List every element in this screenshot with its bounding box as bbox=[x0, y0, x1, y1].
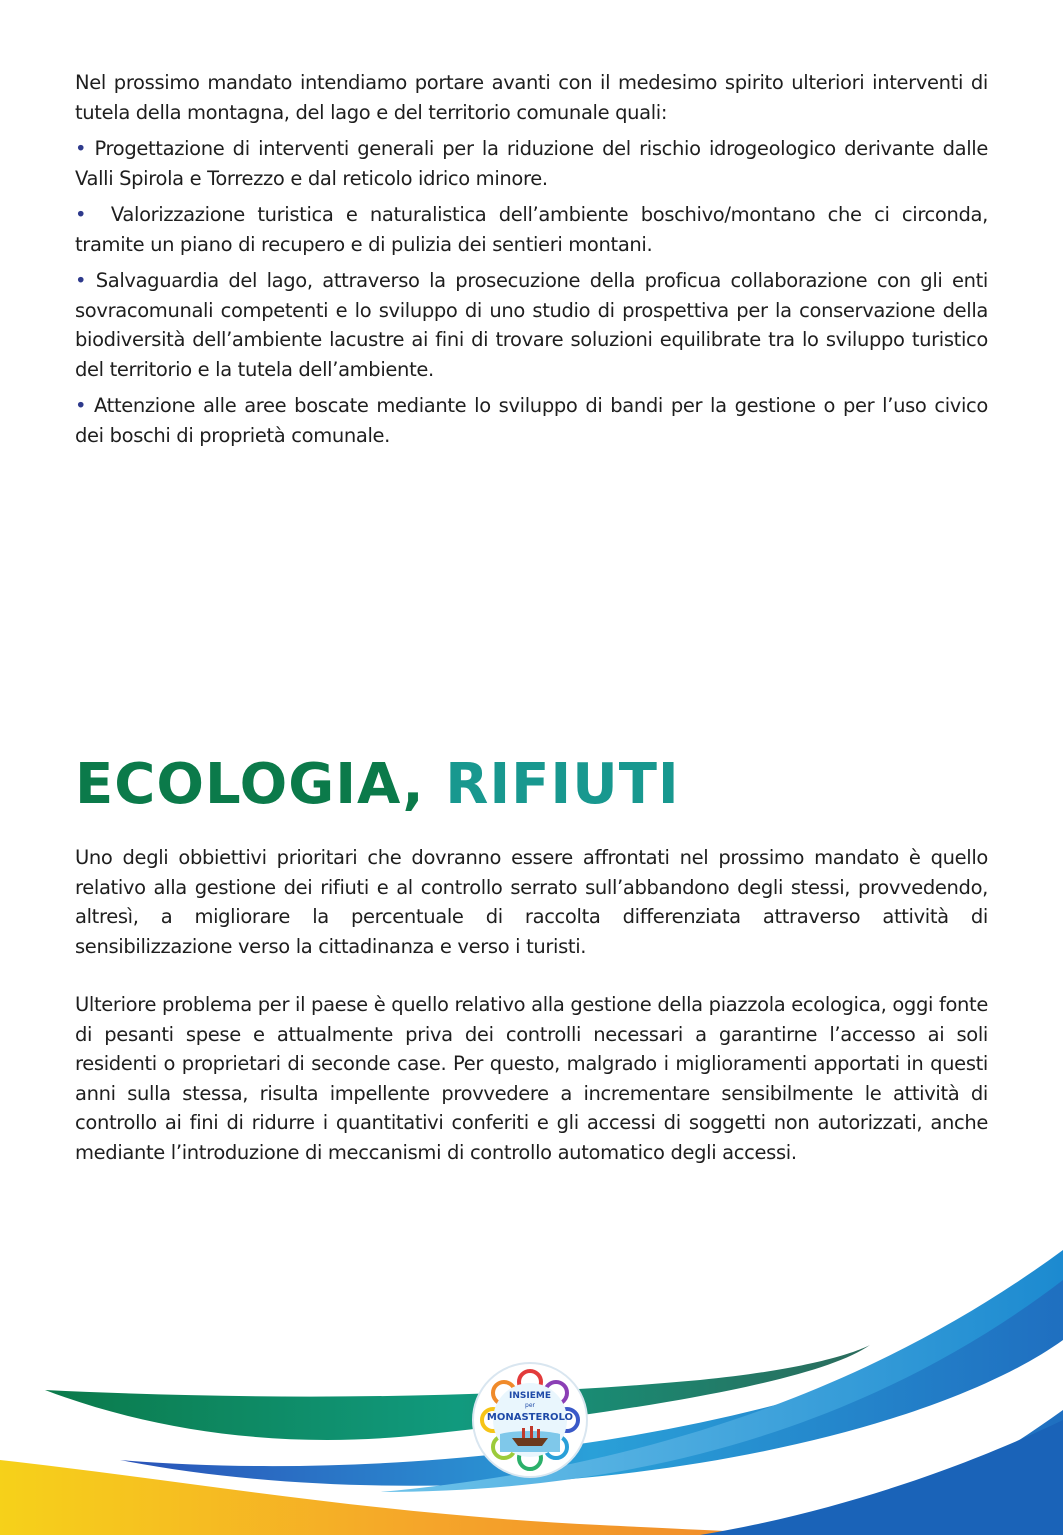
bullet-item bbox=[75, 266, 988, 384]
logo-text-insieme: INSIEME bbox=[509, 1391, 551, 1401]
heading-part-ecologia: ECOLOGIA, bbox=[75, 752, 425, 817]
bullet-icon: • bbox=[75, 394, 87, 417]
intro-lead: Nel prossimo mandato intendiamo portare avanti con il medesimo spirito ulteriori interventi di tutela della montagna, del lago e del territorio comunale quali: bbox=[75, 71, 988, 124]
ecology-paragraph: Ulteriore problema per il paese è quello relativo alla gestione della piazzola ecologica, oggi fonte di pesanti spese e attualmente priva dei controlli necessari a garantirne l’accesso ai soli residenti o proprietari di seconde case. Per questo, malgrado i miglioramenti apportati in questi anni sulla stessa, risulta impellente provvedere a incrementare sensibilmente le attività di controllo ai fini di ridurre i quantitativi conferiti e gli accessi di soggetti non autorizzati, anche mediante l’introduzione di meccanismi di controllo automatico degli accessi. bbox=[75, 993, 988, 1164]
bullet-text: Attenzione alle aree boscate mediante lo sviluppo di bandi per la gestione o per l’uso civico dei boschi di proprietà comunale. bbox=[75, 394, 988, 447]
bullet-text: Valorizzazione turistica e naturalistica dell’ambiente boschivo/montano che ci circonda, tramite un piano di recupero e di pulizia dei sentieri montani. bbox=[75, 203, 988, 256]
section-heading bbox=[75, 752, 680, 817]
bullet-item bbox=[75, 391, 988, 450]
logo-text-per: per bbox=[525, 1402, 535, 1409]
bullet-icon: • bbox=[75, 137, 87, 160]
monasterolo-logo bbox=[470, 1360, 590, 1480]
bullet-text: Salvaguardia del lago, attraverso la prosecuzione della proficua collaborazione con gli enti sovracomunali competenti e lo sviluppo di uno studio di prospettiva per la conservazione della biodiversità dell’ambiente lacustre ai fini di trovare soluzioni equilibrate tra lo sviluppo turistico del territorio e la tutela dell’ambiente. bbox=[75, 269, 988, 381]
bullet-item bbox=[75, 200, 988, 259]
bullet-text: Progettazione di interventi generali per la riduzione del rischio idrogeologico derivante dalle Valli Spirola e Torrezzo e dal reticolo idrico minore. bbox=[75, 137, 988, 190]
logo-text-monasterolo: MONASTEROLO bbox=[486, 1412, 574, 1423]
bullet-icon: • bbox=[75, 269, 87, 292]
heading-part-rifiuti: RIFIUTI bbox=[445, 752, 680, 817]
intro-section bbox=[75, 68, 988, 450]
ecology-section bbox=[75, 843, 988, 1167]
ecology-paragraph: Uno degli obbiettivi prioritari che dovranno essere affrontati nel prossimo mandato è quello relativo alla gestione dei rifiuti e al controllo serrato sull’abbandono degli stessi, provvedendo, altresì, a migliorare la percentuale di raccolta differenziata attraverso attività di sensibilizzazione verso la cittadinanza e verso i turisti. bbox=[75, 846, 988, 958]
bullet-icon: • bbox=[75, 203, 87, 226]
bullet-item bbox=[75, 134, 988, 193]
